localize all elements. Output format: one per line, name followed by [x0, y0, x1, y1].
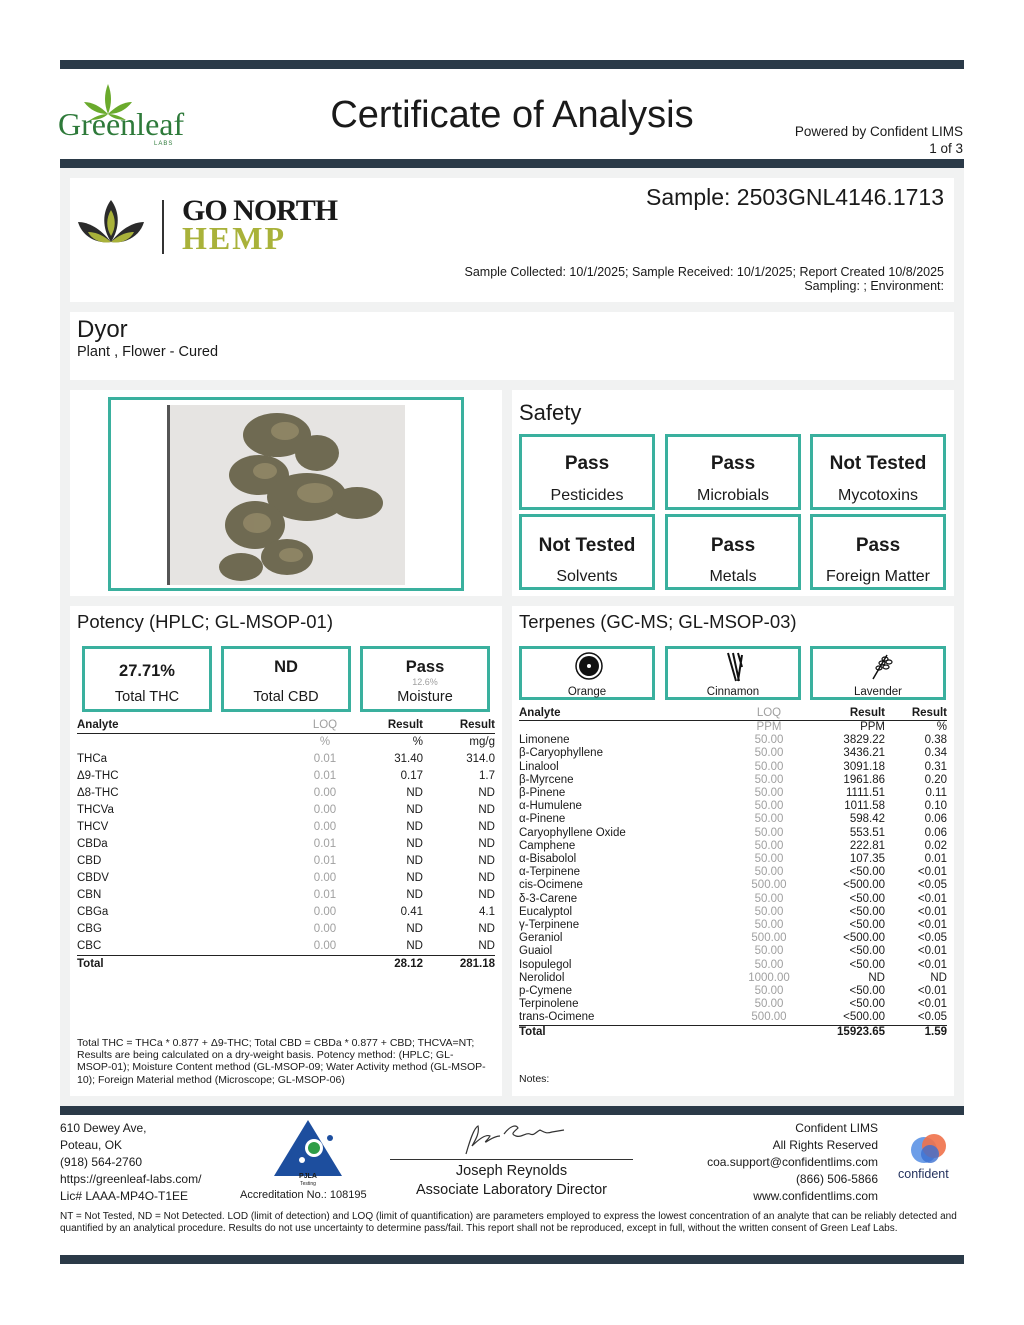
orange-icon [574, 651, 604, 681]
result-pct: 0.01 [924, 853, 947, 866]
result-ppm: 1011.58 [844, 800, 885, 813]
result-pct: 0.20 [924, 773, 947, 786]
result-ppm: 3829.22 [843, 734, 885, 747]
table-row [519, 761, 947, 774]
top-bar [60, 60, 964, 69]
signer-name: Joseph Reynolds [455, 1163, 568, 1179]
result-ppm: 553.51 [849, 826, 885, 839]
analyte: α-Terpinene [519, 866, 580, 879]
table-row [77, 870, 495, 887]
lavender-icon [867, 651, 895, 681]
page-title: Certificate of Analysis [330, 94, 694, 136]
total-loq [295, 956, 355, 974]
footer-top-bar [60, 1106, 964, 1115]
loq: 0.00 [313, 906, 337, 918]
table-row [77, 751, 495, 768]
result-ppm: <50.00 [849, 866, 885, 879]
safety-label: Pesticides [550, 487, 624, 504]
safety-status: Pass [855, 535, 901, 556]
result-pct: <0.01 [917, 945, 947, 958]
pjla-text: PJLA [299, 1173, 317, 1180]
disclaimer: NT = Not Tested, ND = Not Detected. LOD (limit of detection) and LOQ (limit of quantification) are parameters employed to express the lowest concentration of an analyte that can be reliably detected and quantified by an analytical procedure. Results do not use uncertainty to determine pass/fail. This report shall not be reproduced, except in full, without the written consent of Green Leaf Labs. [60, 1211, 957, 1235]
units-row [519, 721, 947, 735]
loq: 0.01 [313, 855, 337, 867]
lotus-icon [76, 196, 146, 254]
result-ppm: <500.00 [843, 1011, 885, 1024]
result-ppm: <50.00 [849, 998, 885, 1011]
safety-box-pesticides [519, 434, 655, 510]
result-mg: 314.0 [466, 753, 495, 765]
loq: 50.00 [754, 905, 784, 918]
client-panel [70, 178, 954, 302]
analyte: p-Cymene [519, 985, 573, 998]
confident-name: Confident LIMS [795, 1121, 878, 1135]
safety-panel [512, 390, 954, 596]
loq: 50.00 [754, 985, 784, 998]
result-pct: ND [406, 821, 423, 833]
analyte: β-Pinene [519, 787, 566, 800]
analyte: Guaiol [519, 945, 553, 958]
loq: 0.00 [313, 804, 337, 816]
moisture-label: Moisture [397, 689, 453, 705]
aroma-label: Cinnamon [706, 686, 760, 698]
safety-status: Not Tested [829, 453, 927, 474]
greenleaf-logo-text: Greenleaf [58, 106, 185, 142]
potency-header-row [77, 718, 495, 734]
accreditation-number: Accreditation No.: 108195 [240, 1189, 367, 1201]
col-analyte: Analyte [77, 718, 295, 734]
aroma-orange [519, 646, 655, 700]
unit [77, 734, 295, 752]
result-mg: ND [478, 940, 495, 952]
analyte: Geraniol [519, 932, 563, 945]
loq: 50.00 [754, 800, 784, 813]
analyte: β-Caryophyllene [519, 747, 603, 760]
loq: 50.00 [754, 958, 784, 971]
terpenes-notes: Notes: [519, 1073, 550, 1085]
signer-title: Associate Laboratory Director [416, 1182, 607, 1198]
terpenes-header-row [519, 706, 947, 721]
header-bottom-bar [60, 159, 964, 168]
loq: 50.00 [754, 787, 784, 800]
analyte: CBDa [77, 838, 108, 850]
loq: 50.00 [754, 892, 784, 905]
result-ppm: <500.00 [843, 932, 885, 945]
confident-info [690, 1120, 878, 1205]
result-ppm: ND [868, 971, 885, 984]
aroma-lavender [810, 646, 946, 700]
total-mg: 281.18 [423, 956, 495, 974]
table-row [519, 972, 947, 985]
greenleaf-logo-sub: LABS [154, 141, 174, 147]
analyte: THCV [77, 821, 109, 833]
sampling-info: Sampling: ; Environment: [804, 279, 944, 293]
analyte: Nerolidol [519, 971, 565, 984]
address-license: Lic# LAAA-MP4O-T1EE [60, 1189, 189, 1203]
analyte: Camphene [519, 839, 576, 852]
confident-website[interactable]: www.confidentlims.com [753, 1189, 878, 1203]
result-mg: ND [478, 889, 495, 901]
safety-label: Solvents [556, 568, 618, 585]
result-ppm: <50.00 [849, 945, 885, 958]
potency-notes: Total THC = THCa * 0.877 + Δ9-THC; Total CBD = CBDa * 0.877 + CBD; THCVA=NT; Results are being calculated on a dry-weight basis. Potency method: (HPLC; GL-MSOP-01); Moisture Content method (GL-MSOP-09; Water Activity method (GL-MSOP-10); Foreign Material method (Microscope; GL-MSOP-06) [77, 1037, 486, 1086]
total-row [519, 1025, 947, 1039]
result-pct: ND [406, 923, 423, 935]
safety-status: Not Tested [538, 535, 636, 556]
result-mg: ND [478, 787, 495, 799]
footer-bottom-bar [60, 1255, 964, 1264]
total-pct: 1.59 [885, 1025, 947, 1039]
col-result-ppm: Result [799, 706, 885, 721]
table-row [519, 734, 947, 747]
safety-status: Pass [710, 535, 756, 556]
loq: 0.00 [313, 872, 337, 884]
result-mg: ND [478, 855, 495, 867]
pjla-logo [272, 1118, 344, 1190]
total-label: Total [519, 1025, 739, 1039]
confident-logo-icon [910, 1132, 950, 1166]
safety-box-metals [665, 514, 801, 590]
unit: % [412, 736, 423, 748]
analyte: Eucalyptol [519, 905, 573, 918]
confident-logo-text: confident [898, 1167, 949, 1181]
result-pct: 0.11 [925, 787, 947, 800]
table-row [519, 866, 947, 879]
client-logo-line2: HEMP [182, 220, 286, 256]
unit: PPM [756, 721, 782, 733]
result-ppm: <500.00 [843, 879, 885, 892]
unit: % [936, 721, 947, 733]
loq: 500.00 [751, 1011, 787, 1024]
analyte: Δ9-THC [77, 770, 119, 782]
result-pct: <0.01 [917, 905, 947, 918]
table-row [77, 802, 495, 819]
result-pct: <0.05 [917, 932, 947, 945]
table-row [77, 836, 495, 853]
analyte: CBN [77, 889, 102, 901]
loq: 50.00 [754, 773, 784, 786]
result-pct: ND [930, 971, 947, 984]
table-row [519, 932, 947, 945]
powered-by [795, 123, 963, 157]
analyte: THCa [77, 753, 108, 765]
result-pct: ND [406, 940, 423, 952]
result-mg: ND [478, 923, 495, 935]
result-ppm: 1111.51 [845, 787, 885, 800]
analyte: cis-Ocimene [519, 879, 583, 892]
loq: 50.00 [754, 826, 784, 839]
result-pct: 0.41 [400, 906, 423, 918]
potency-table [77, 718, 495, 973]
result-pct: 0.06 [924, 826, 947, 839]
moisture-box [360, 646, 490, 712]
result-pct: <0.05 [917, 879, 947, 892]
table-row [519, 879, 947, 892]
unit [519, 721, 739, 735]
result-ppm: 107.35 [849, 853, 885, 866]
address-line: 610 Dewey Ave, [60, 1121, 147, 1135]
analyte: Limonene [519, 734, 570, 747]
result-mg: 4.1 [479, 906, 495, 918]
result-pct: 31.40 [394, 753, 423, 765]
analyte: CBC [77, 940, 102, 952]
terpenes-title: Terpenes (GC-MS; GL-MSOP-03) [519, 611, 797, 632]
result-pct: ND [406, 855, 423, 867]
total-cbd-box [221, 646, 351, 712]
loq: 50.00 [754, 760, 784, 773]
analyte: β-Myrcene [519, 773, 574, 786]
loq: 50.00 [754, 813, 784, 826]
loq: 0.00 [313, 821, 337, 833]
result-mg: ND [478, 872, 495, 884]
potency-title: Potency (HPLC; GL-MSOP-01) [77, 611, 333, 632]
powered-by-text: Powered by Confident LIMS [794, 124, 963, 139]
analyte: α-Humulene [519, 800, 582, 813]
loq: 50.00 [754, 919, 784, 932]
col-loq: LOQ [739, 706, 799, 721]
total-pct: 28.12 [355, 956, 423, 974]
result-ppm: 3091.18 [843, 760, 885, 773]
moisture-value: 12.6% [412, 677, 438, 687]
result-pct: <0.01 [917, 892, 947, 905]
result-ppm: <50.00 [849, 919, 885, 932]
col-result-mg: Result [423, 718, 495, 734]
loq: 500.00 [751, 879, 787, 892]
product-panel [70, 312, 954, 380]
analyte: Terpinolene [519, 998, 579, 1011]
safety-label: Metals [709, 568, 757, 585]
result-pct: 0.31 [924, 760, 947, 773]
moisture-status: Pass [405, 658, 445, 676]
address-phone: (918) 564-2760 [60, 1155, 143, 1169]
table-row [519, 985, 947, 998]
loq: 0.01 [313, 770, 337, 782]
loq: 50.00 [754, 866, 784, 879]
table-row [77, 938, 495, 956]
signature-image [460, 1120, 570, 1158]
sample-photo [167, 405, 405, 585]
safety-box-mycotoxins [810, 434, 946, 510]
table-row [77, 921, 495, 938]
loq: 1000.00 [748, 971, 790, 984]
total-row [77, 956, 495, 974]
table-row [77, 904, 495, 921]
loq: 50.00 [754, 747, 784, 760]
result-pct: ND [406, 889, 423, 901]
aroma-label: Orange [567, 686, 607, 698]
result-pct: ND [406, 787, 423, 799]
result-pct: <0.01 [917, 866, 947, 879]
result-mg: ND [478, 838, 495, 850]
safety-label: Mycotoxins [837, 487, 919, 504]
page-number: 1 of 3 [929, 141, 963, 156]
analyte: CBD [77, 855, 102, 867]
confident-rights: All Rights Reserved [772, 1138, 878, 1152]
safety-status: Pass [710, 453, 756, 474]
result-pct: <0.01 [917, 919, 947, 932]
col-result-pct: Result [885, 706, 947, 721]
table-row [77, 785, 495, 802]
result-ppm: 598.42 [849, 813, 885, 826]
signature-line [390, 1159, 633, 1160]
loq: 50.00 [754, 839, 784, 852]
result-mg: 1.7 [479, 770, 495, 782]
aroma-cinnamon [665, 646, 801, 700]
client-logo-line1: GO NORTH [182, 194, 338, 227]
analyte: Caryophyllene Oxide [519, 826, 626, 839]
terpenes-table [519, 706, 947, 1039]
table-row [519, 945, 947, 958]
total-loq [739, 1025, 799, 1039]
product-type: Plant , Flower - Cured [77, 344, 219, 360]
loq: 50.00 [754, 853, 784, 866]
table-row [519, 787, 947, 800]
loq: 0.01 [313, 889, 337, 901]
analyte: δ-3-Carene [519, 892, 578, 905]
table-row [77, 819, 495, 836]
sample-dates: Sample Collected: 10/1/2025; Sample Received: 10/1/2025; Report Created 10/8/2025 [464, 265, 944, 279]
table-row [519, 959, 947, 972]
table-row [77, 853, 495, 870]
result-ppm: <50.00 [849, 905, 885, 918]
result-mg: ND [478, 804, 495, 816]
potency-panel [70, 606, 502, 1096]
cinnamon-icon [724, 651, 748, 683]
result-mg: ND [478, 821, 495, 833]
photo-panel [70, 390, 502, 596]
analyte: Isopulegol [519, 958, 572, 971]
table-row [519, 800, 947, 813]
table-row [77, 887, 495, 904]
loq: 0.00 [313, 787, 337, 799]
product-name: Dyor [77, 316, 128, 343]
total-cbd-value: ND [274, 658, 298, 676]
result-pct: 0.10 [924, 800, 947, 813]
unit: PPM [860, 721, 885, 733]
safety-box-microbials [665, 434, 801, 510]
total-thc-box [82, 646, 212, 712]
safety-title: Safety [519, 400, 582, 425]
total-ppm: 15923.65 [799, 1025, 885, 1039]
logo-divider [162, 200, 164, 254]
unit: mg/g [469, 736, 495, 748]
loq: 500.00 [751, 932, 787, 945]
result-ppm: <50.00 [849, 985, 885, 998]
loq: 0.01 [313, 838, 337, 850]
loq: 0.01 [313, 753, 337, 765]
result-pct: <0.05 [917, 1011, 947, 1024]
loq: 0.00 [313, 940, 337, 952]
table-row [519, 774, 947, 787]
address-line: Poteau, OK [60, 1138, 123, 1152]
result-pct: 0.38 [924, 734, 947, 747]
result-ppm: <50.00 [849, 958, 885, 971]
analyte: γ-Terpinene [519, 919, 580, 932]
safety-box-foreign-matter [810, 514, 946, 590]
table-row [519, 998, 947, 1011]
table-row [519, 853, 947, 866]
safety-box-solvents [519, 514, 655, 590]
photo-frame [108, 397, 464, 591]
units-row [77, 734, 495, 752]
confident-phone: (866) 506-5866 [795, 1172, 878, 1186]
result-ppm: 3436.21 [843, 747, 885, 760]
loq: 0.00 [313, 923, 337, 935]
address-website[interactable]: https://greenleaf-labs.com/ [60, 1172, 202, 1186]
result-pct: <0.01 [917, 958, 947, 971]
total-thc-value: 27.71% [119, 662, 175, 680]
table-row [519, 840, 947, 853]
analyte: α-Bisabolol [519, 853, 577, 866]
result-pct: 0.17 [400, 770, 423, 782]
confident-email[interactable]: coa.support@confidentlims.com [707, 1155, 878, 1169]
col-result-pct: Result [355, 718, 423, 734]
table-row [519, 1011, 947, 1025]
table-row [519, 919, 947, 932]
analyte: Linalool [519, 760, 559, 773]
lab-address [60, 1120, 201, 1205]
pjla-sub: Testing [300, 1181, 316, 1187]
unit: % [319, 736, 331, 748]
table-row [519, 813, 947, 826]
analyte: CBGa [77, 906, 109, 918]
result-pct: <0.01 [917, 998, 947, 1011]
confident-logo [898, 1132, 960, 1186]
result-ppm: 1961.86 [843, 773, 885, 786]
safety-status: Pass [564, 453, 610, 474]
loq: 50.00 [754, 998, 784, 1011]
analyte: CBG [77, 923, 102, 935]
pjla-icon [272, 1118, 344, 1178]
col-analyte: Analyte [519, 706, 739, 721]
result-ppm: 222.81 [849, 839, 885, 852]
result-ppm: <50.00 [849, 892, 885, 905]
result-pct: ND [406, 838, 423, 850]
table-row [519, 893, 947, 906]
table-row [519, 827, 947, 840]
total-thc-label: Total THC [114, 689, 180, 705]
result-pct: 0.06 [924, 813, 947, 826]
analyte: CBDV [77, 872, 109, 884]
result-pct: ND [406, 872, 423, 884]
analyte: trans-Ocimene [519, 1011, 595, 1024]
sample-id: Sample: 2503GNL4146.1713 [646, 184, 944, 210]
total-label: Total [77, 956, 295, 974]
safety-label: Microbials [696, 487, 769, 504]
col-loq: LOQ [295, 718, 355, 734]
result-pct: <0.01 [917, 985, 947, 998]
analyte: α-Pinene [519, 813, 566, 826]
loq: 50.00 [754, 945, 784, 958]
table-row [519, 747, 947, 760]
total-cbd-label: Total CBD [253, 689, 319, 705]
loq: 50.00 [754, 734, 784, 747]
analyte: THCVa [77, 804, 114, 816]
terpenes-panel [512, 606, 954, 1096]
safety-label: Foreign Matter [825, 568, 931, 585]
result-pct: ND [406, 804, 423, 816]
result-pct: 0.02 [924, 839, 947, 852]
table-row [519, 906, 947, 919]
table-row [77, 768, 495, 785]
analyte: Δ8-THC [77, 787, 119, 799]
aroma-label: Lavender [854, 686, 902, 698]
result-pct: 0.34 [924, 747, 947, 760]
